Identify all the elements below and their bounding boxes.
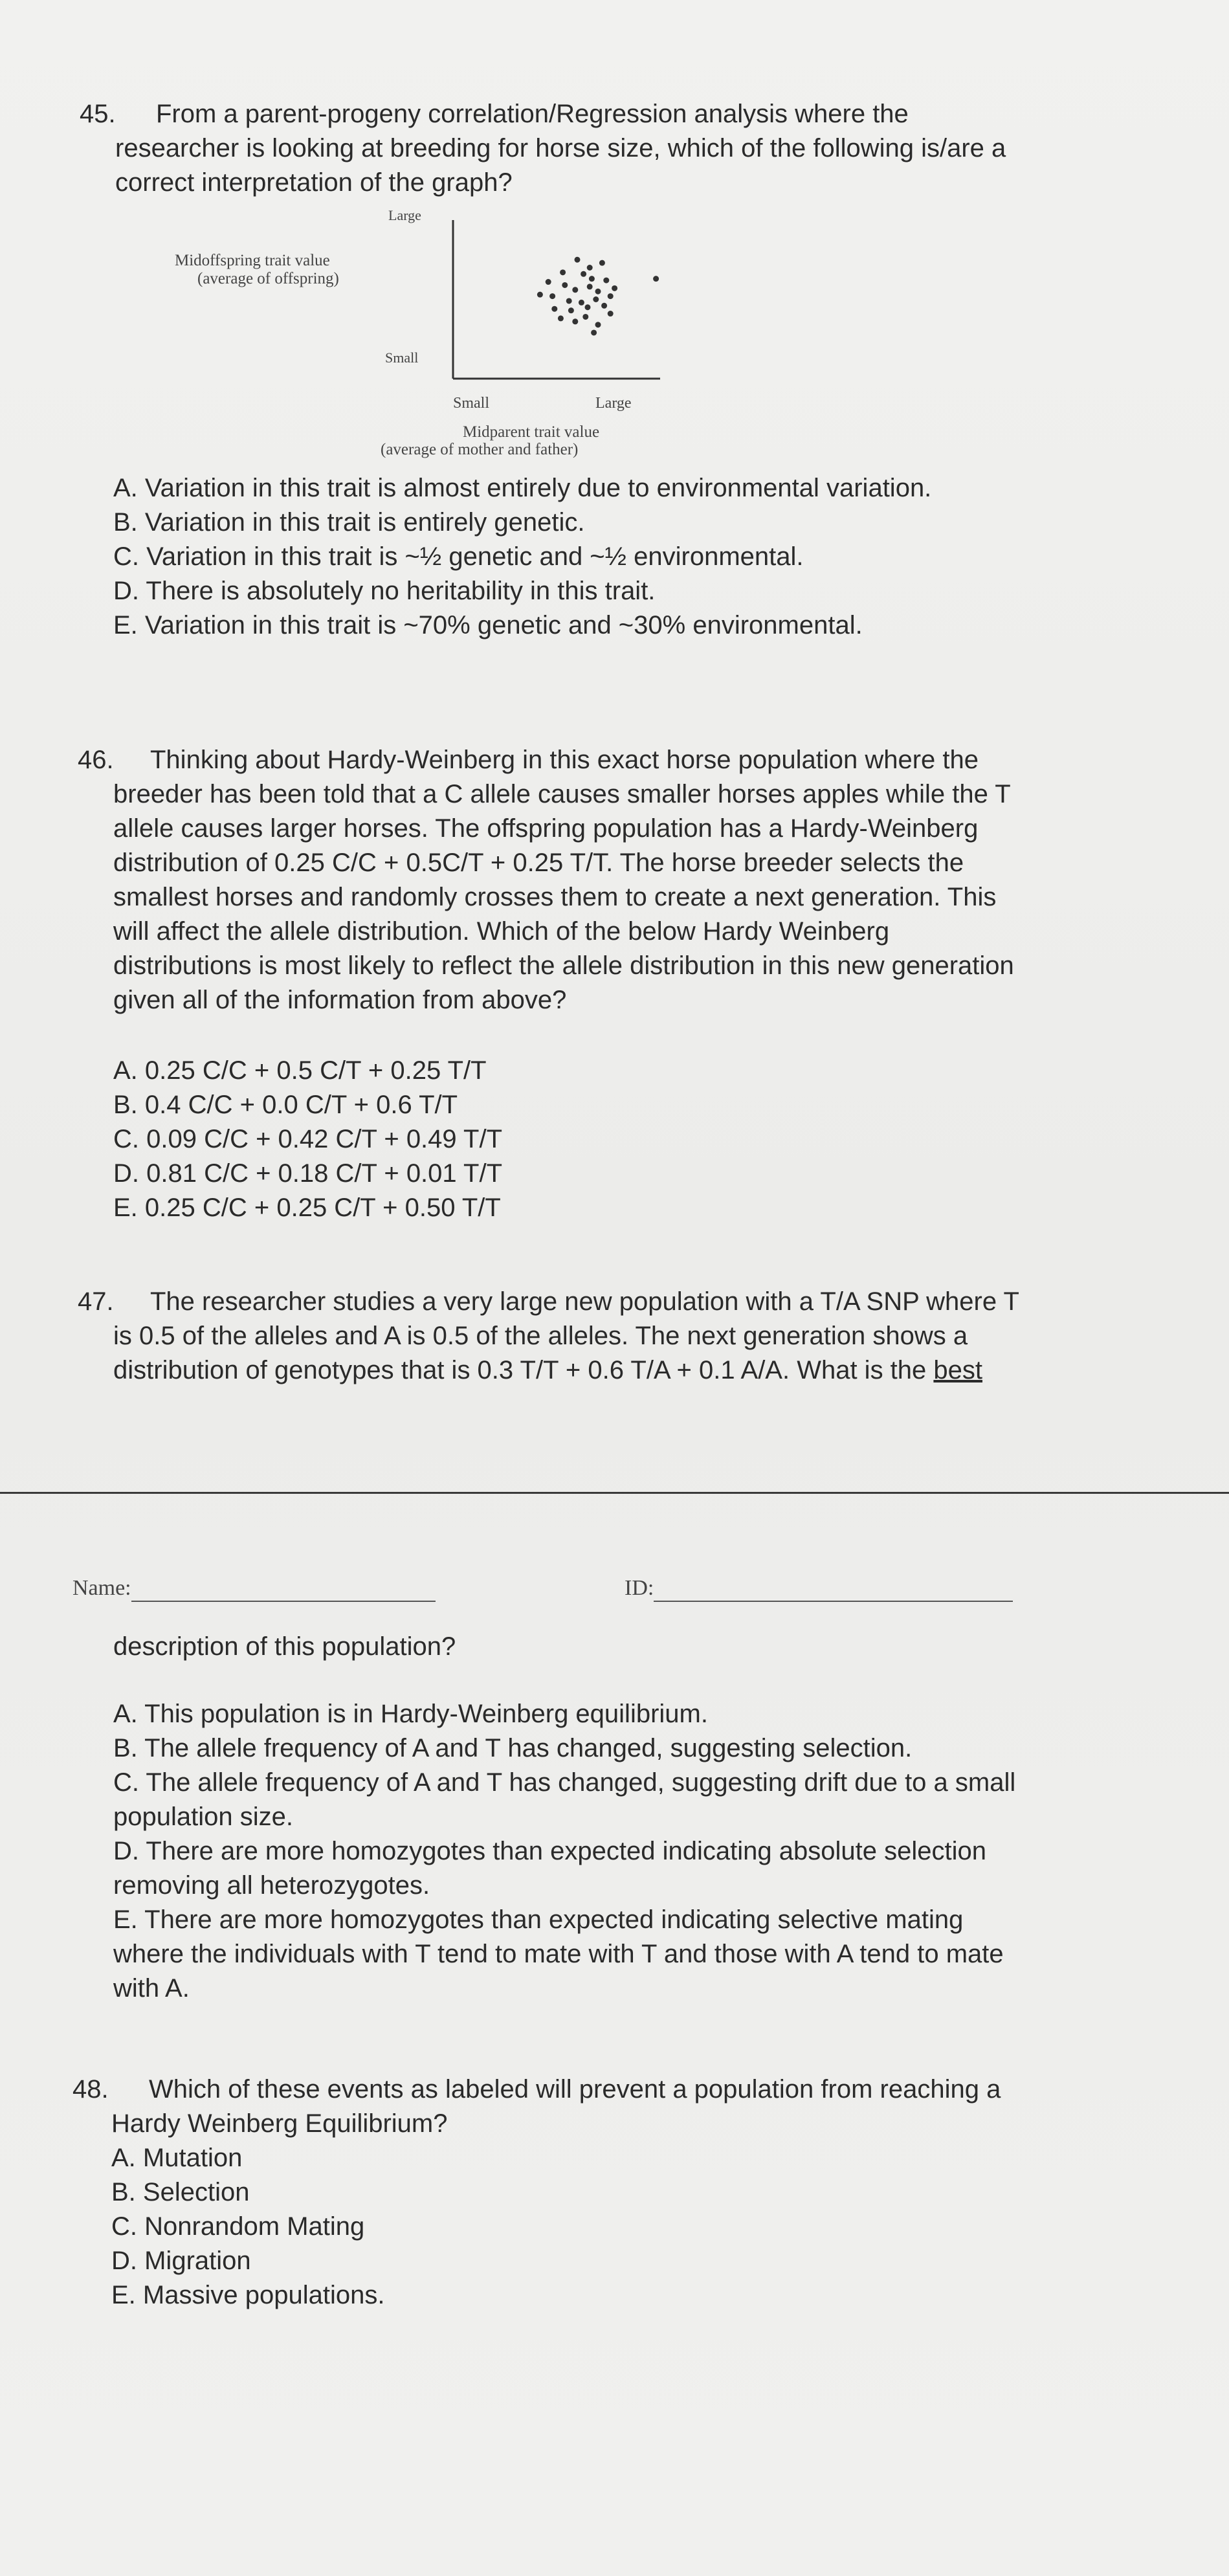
- answer-option[interactable]: A. Mutation: [111, 2144, 243, 2172]
- question-text-line: From a parent-progeny correlation/Regression analysis where the: [156, 100, 909, 128]
- name-blank-line[interactable]: [131, 1576, 436, 1602]
- scatter-point: [608, 311, 614, 316]
- answer-option[interactable]: C. Variation in this trait is ~½ genetic and ~½ environmental.: [113, 542, 804, 571]
- question-text-line: given all of the information from above?: [113, 986, 567, 1014]
- answer-option-continuation: where the individuals with T tend to mate with T and those with A tend to mate: [113, 1940, 1004, 1968]
- scatter-point: [582, 314, 588, 320]
- answer-option[interactable]: B. Variation in this trait is entirely genetic.: [113, 508, 585, 537]
- x-tick-label-small: Small: [453, 395, 490, 412]
- question-47: [78, 1285, 1204, 1388]
- name-label: Name:: [72, 1576, 131, 1600]
- scatter-point: [608, 293, 614, 299]
- answer-option[interactable]: C. Nonrandom Mating: [111, 2212, 365, 2241]
- answer-option-continuation: population size.: [113, 1803, 293, 1831]
- scatter-point: [591, 329, 597, 335]
- question-text-line: Thinking about Hardy-Weinberg in this exact horse population where the: [150, 746, 979, 774]
- scatter-point: [595, 322, 601, 328]
- answer-option[interactable]: B. The allele frequency of A and T has changed, suggesting selection.: [113, 1734, 913, 1762]
- answer-option-continuation: removing all heterozygotes.: [113, 1871, 430, 1900]
- question-text-line: Hardy Weinberg Equilibrium?: [111, 2109, 448, 2138]
- question-text-line: researcher is looking at breeding for horse size, which of the following is/are a: [115, 134, 1006, 162]
- scatter-point: [601, 303, 607, 309]
- scatter-point: [546, 279, 551, 285]
- question-text-line: is 0.5 of the alleles and A is 0.5 of the alleles. The next generation shows a: [113, 1322, 968, 1350]
- parent-offspring-scatter-chart: [168, 201, 673, 472]
- answer-option[interactable]: A. Variation in this trait is almost entirely due to environmental variation.: [113, 474, 932, 502]
- scatter-point: [562, 282, 568, 288]
- answer-option-continuation: with A.: [113, 1974, 190, 2003]
- question-text-line: will affect the allele distribution. Which of the below Hardy Weinberg: [113, 917, 890, 946]
- scatter-point: [560, 269, 566, 275]
- scatter-point: [581, 271, 586, 277]
- scatter-point: [572, 318, 578, 324]
- question-46: [78, 743, 1191, 1017]
- answer-option[interactable]: E. Variation in this trait is ~70% genetic and ~30% environmental.: [113, 611, 863, 639]
- question-text-line: correct interpretation of the graph?: [115, 168, 513, 197]
- question-47-continued: [113, 1630, 1213, 1664]
- question-45-options: [113, 471, 1181, 643]
- question-text-line: Which of these events as labeled will prevent a population from reaching a: [149, 2075, 1001, 2104]
- id-field-row: [625, 1576, 1013, 1602]
- page-break-divider: [0, 1492, 1229, 1494]
- question-text-line: distribution of 0.25 C/C + 0.5C/T + 0.25 T/T. The horse breeder selects the: [113, 849, 964, 877]
- scatter-point: [579, 300, 584, 305]
- scatter-points: [537, 257, 659, 336]
- question-45: [80, 97, 1180, 200]
- question-text-line: [78, 1353, 1204, 1388]
- question-48-options: [111, 2141, 888, 2313]
- scatter-point: [566, 298, 572, 304]
- x-tick-label-large: Large: [595, 395, 632, 412]
- x-axis-label-line2: (average of mother and father): [381, 441, 579, 458]
- scatter-point: [585, 304, 591, 310]
- answer-option[interactable]: E. 0.25 C/C + 0.25 C/T + 0.50 T/T: [113, 1194, 501, 1222]
- scatter-point: [599, 260, 605, 266]
- scatter-point: [558, 315, 564, 321]
- question-46-options: [113, 1054, 1149, 1225]
- answer-option[interactable]: A. 0.25 C/C + 0.5 C/T + 0.25 T/T: [113, 1056, 487, 1085]
- id-blank-line[interactable]: [654, 1576, 1013, 1602]
- y-axis-label-line1: Midoffspring trait value: [175, 252, 330, 269]
- question-48: [72, 2072, 1199, 2141]
- question-number: 46.: [78, 746, 114, 774]
- answer-option[interactable]: E. Massive populations.: [111, 2281, 385, 2309]
- scatter-point: [589, 276, 595, 282]
- y-axis-label-line2: (average of offspring): [197, 270, 339, 287]
- question-text-line: description of this population?: [113, 1632, 456, 1661]
- scatter-point: [587, 283, 593, 289]
- scatter-point: [612, 285, 617, 291]
- question-number: 48.: [72, 2075, 109, 2104]
- question-text-fragment: distribution of genotypes that is 0.3 T/T + 0.6 T/A + 0.1 A/A. What is the: [113, 1356, 934, 1384]
- name-field-row: [72, 1576, 436, 1602]
- question-text-line: distributions is most likely to reflect the allele distribution in this new generation: [113, 951, 1014, 980]
- scatter-point: [653, 276, 659, 282]
- question-47-options: [113, 1697, 1213, 2006]
- answer-option[interactable]: B. Selection: [111, 2178, 250, 2206]
- scatter-point: [593, 296, 599, 302]
- answer-option[interactable]: D. There are more homozygotes than expected indicating absolute selection: [113, 1837, 986, 1865]
- emphasized-word: best: [933, 1356, 983, 1384]
- scatter-point: [603, 278, 609, 283]
- scatter-point: [551, 306, 557, 312]
- question-number: 47.: [78, 1287, 114, 1316]
- y-tick-label-small: Small: [385, 350, 419, 366]
- answer-option[interactable]: D. There is absolutely no heritability in this trait.: [113, 577, 656, 605]
- question-text-line: allele causes larger horses. The offspring population has a Hardy-Weinberg: [113, 814, 979, 843]
- scatter-point: [575, 257, 581, 263]
- answer-option[interactable]: C. 0.09 C/C + 0.42 C/T + 0.49 T/T: [113, 1125, 503, 1153]
- scatter-point: [568, 307, 574, 313]
- scatter-point: [595, 289, 601, 294]
- scatter-point: [549, 293, 555, 299]
- answer-option[interactable]: A. This population is in Hardy-Weinberg equilibrium.: [113, 1700, 708, 1728]
- y-tick-label-large: Large: [388, 207, 421, 223]
- x-axis-label-line1: Midparent trait value: [463, 423, 600, 441]
- question-text-line: The researcher studies a very large new population with a T/A SNP where T: [150, 1287, 1019, 1316]
- question-text-line: breeder has been told that a C allele causes smaller horses apples while the T: [113, 780, 1011, 808]
- answer-option[interactable]: E. There are more homozygotes than expected indicating selective mating: [113, 1905, 964, 1934]
- scatter-point: [572, 287, 578, 293]
- answer-option[interactable]: B. 0.4 C/C + 0.0 C/T + 0.6 T/T: [113, 1091, 458, 1119]
- answer-option[interactable]: D. Migration: [111, 2247, 251, 2275]
- id-label: ID:: [625, 1576, 654, 1600]
- question-number: 45.: [80, 100, 116, 128]
- scatter-point: [537, 292, 543, 298]
- answer-option[interactable]: C. The allele frequency of A and T has changed, suggesting drift due to a small: [113, 1768, 1016, 1797]
- answer-option[interactable]: D. 0.81 C/C + 0.18 C/T + 0.01 T/T: [113, 1159, 503, 1188]
- scatter-point: [587, 265, 593, 271]
- question-text-line: smallest horses and randomly crosses them to create a next generation. This: [113, 883, 997, 911]
